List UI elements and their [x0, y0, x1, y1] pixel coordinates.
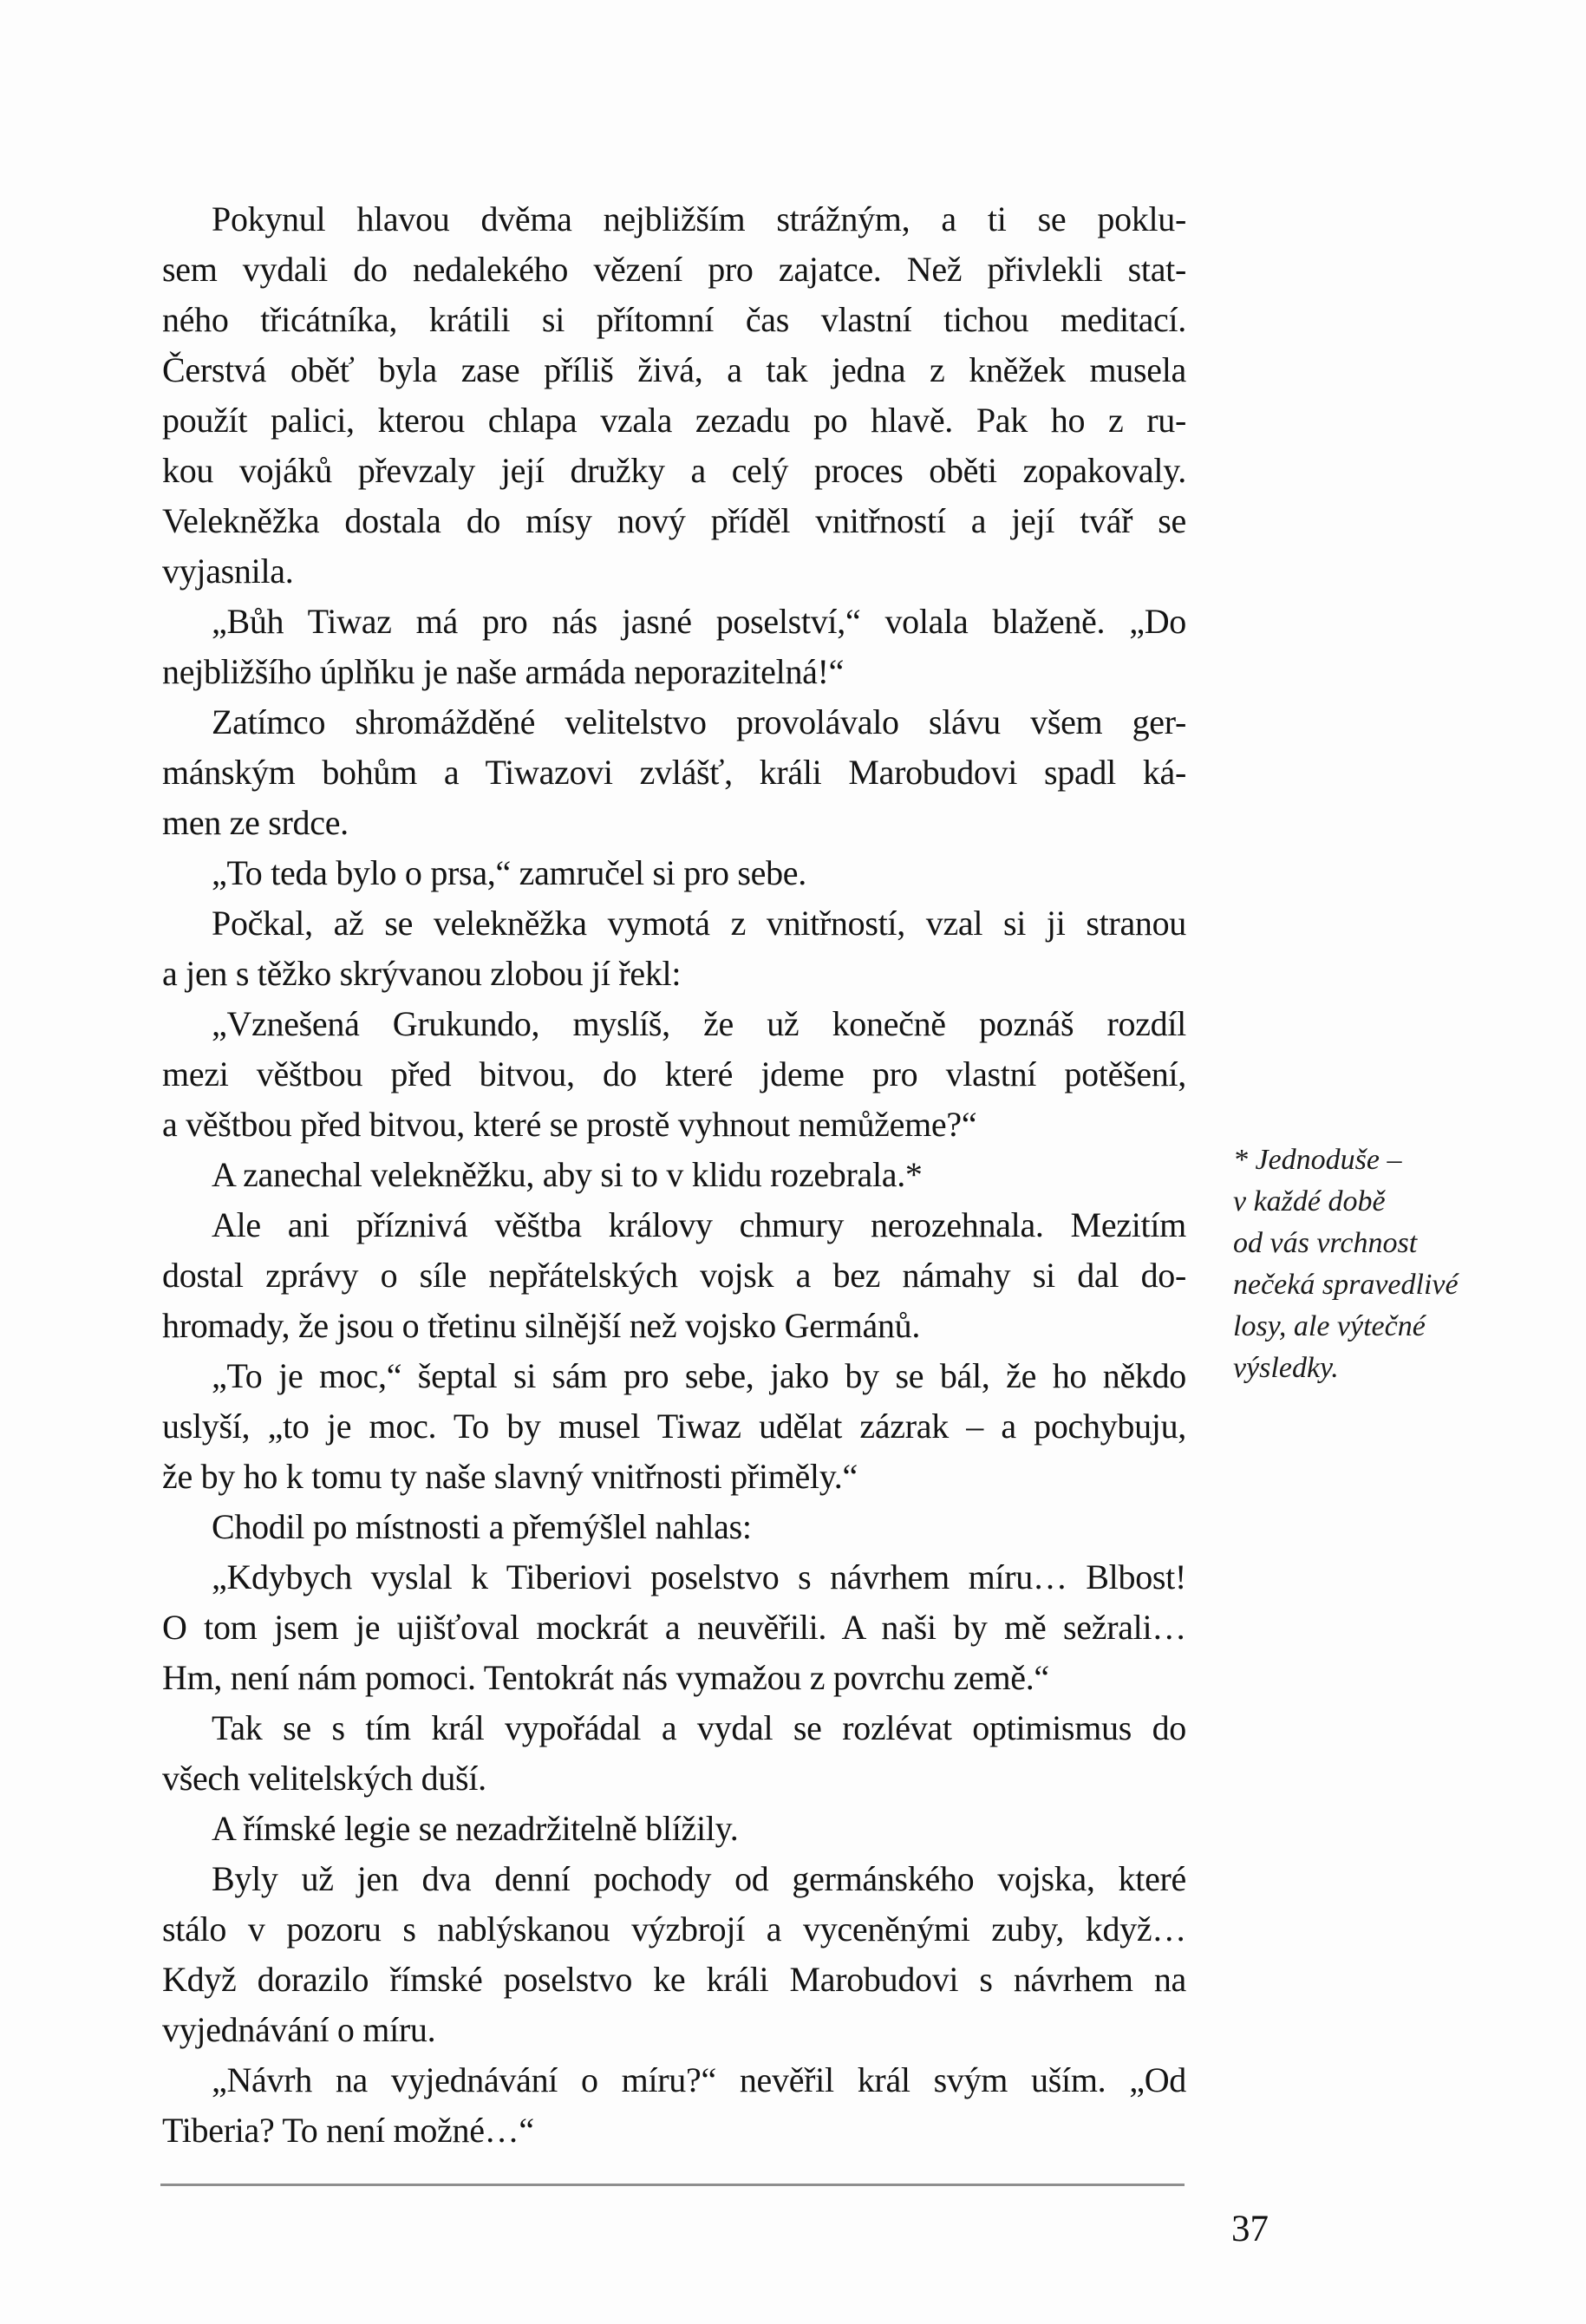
text-line: vyjednávání o míru.	[162, 2010, 436, 2049]
text-line: Byly už jen dva denní pochody od germánského vojska, které	[212, 1859, 1186, 1898]
paragraph	[162, 1854, 1186, 2055]
page-number: 37	[1231, 2209, 1269, 2249]
paragraph	[162, 1552, 1186, 1703]
text-line: Tiberia? To není možné…“	[162, 2111, 534, 2150]
paragraph	[162, 2055, 1186, 2156]
text-line: A římské legie se nezadržitelně blížily.	[212, 1809, 739, 1848]
footer-rule	[160, 2184, 1185, 2186]
text-line: nejbližšího úplňku je naše armáda neporazitelná!“	[162, 652, 845, 691]
text-line: men ze srdce.	[162, 803, 349, 842]
text-line: že by ho k tomu ty naše slavný vnitřnosti přiměly.“	[162, 1457, 858, 1496]
text-line: A zanechal velekněžku, aby si to v klidu rozebrala.*	[212, 1155, 923, 1194]
text-line: „Vznešená Grukundo, myslíš, že už konečně poznáš rozdíl	[212, 1004, 1186, 1043]
text-line: Čerstvá oběť byla zase příliš živá, a tak jedna z kněžek musela	[162, 350, 1186, 389]
text-line: a jen s těžko skrývanou zlobou jí řekl:	[162, 954, 682, 993]
paragraph	[162, 1150, 1186, 1200]
text-line: mánským bohům a Tiwazovi zvlášť, králi Marobudovi spadl ká-	[162, 753, 1186, 792]
text-line: Zatímco shromážděné velitelstvo provolávalo slávu všem ger-	[212, 702, 1186, 741]
text-line: „To je moc,“ šeptal si sám pro sebe, jako by se bál, že ho někdo	[212, 1356, 1186, 1395]
paragraph	[162, 999, 1186, 1150]
paragraph	[162, 1804, 1186, 1854]
text-line: „To teda bylo o prsa,“ zamručel si pro sebe.	[212, 853, 806, 892]
text-line: hromady, že jsou o třetinu silnější než vojsko Germánů.	[162, 1306, 921, 1345]
text-line: a věštbou před bitvou, které se prostě vyhnout nemůžeme?“	[162, 1105, 977, 1144]
paragraph	[162, 697, 1186, 848]
margin-note-line: nečeká spravedlivé	[1233, 1269, 1459, 1301]
text-line: dostal zprávy o síle nepřátelských vojsk a bez námahy si dal do-	[162, 1256, 1186, 1295]
text-line: sem vydali do nedalekého vězení pro zajatce. Než přivlekli stat-	[162, 250, 1186, 289]
margin-note-line: výsledky.	[1233, 1352, 1339, 1384]
text-line: O tom jsem je ujišťoval mockrát a neuvěřili. A naši by mě sežrali…	[162, 1608, 1186, 1647]
paragraph	[162, 1200, 1186, 1351]
text-line: Počkal, až se velekněžka vymotá z vnitřností, vzal si ji stranou	[212, 904, 1186, 943]
text-line: Chodil po místnosti a přemýšlel nahlas:	[212, 1507, 752, 1546]
text-line: „Návrh na vyjednávání o míru?“ nevěřil král svým uším. „Od	[212, 2060, 1186, 2099]
margin-note-line: v každé době	[1233, 1185, 1386, 1217]
margin-note-line: losy, ale výtečné	[1233, 1310, 1426, 1342]
text-line: „Kdybych vyslal k Tiberiovi poselstvo s návrhem míru… Blbost!	[212, 1557, 1186, 1596]
text-line: Velekněžka dostala do mísy nový příděl vnitřností a její tvář se	[162, 501, 1186, 540]
paragraph	[162, 597, 1186, 697]
paragraph	[162, 848, 1186, 898]
text-line: vyjasnila.	[162, 552, 294, 591]
text-line: „Bůh Tiwaz má pro nás jasné poselství,“ volala blaženě. „Do	[212, 602, 1186, 641]
text-line: uslyší, „to je moc. To by musel Tiwaz udělat zázrak – a pochybuju,	[162, 1407, 1186, 1446]
paragraph	[162, 1502, 1186, 1552]
paragraph	[162, 1703, 1186, 1804]
text-line: všech velitelských duší.	[162, 1759, 486, 1798]
text-line: kou vojáků převzaly její družky a celý proces oběti zopakovaly.	[162, 451, 1186, 490]
text-line: Hm, není nám pomoci. Tentokrát nás vymažou z povrchu země.“	[162, 1658, 1049, 1697]
paragraph	[162, 898, 1186, 999]
text-line: Pokynul hlavou dvěma nejbližším strážným, a ti se poklu-	[212, 199, 1186, 238]
margin-note	[1233, 1139, 1493, 1389]
text-line: ného třicátníka, krátili si přítomní čas vlastní tichou meditací.	[162, 300, 1186, 339]
paragraph	[162, 194, 1186, 597]
text-line: Tak se s tím král vypořádal a vydal se rozlévat optimismus do	[212, 1708, 1186, 1747]
text-line: stálo v pozoru s nablýskanou výzbrojí a vyceněnými zuby, když…	[162, 1909, 1186, 1949]
body-text-column	[162, 194, 1186, 2156]
text-line: Když dorazilo římské poselstvo ke králi Marobudovi s návrhem na	[162, 1960, 1186, 1999]
text-line: mezi věštbou před bitvou, do které jdeme pro vlastní potěšení,	[162, 1054, 1186, 1093]
margin-note-line: * Jednoduše –	[1233, 1144, 1402, 1176]
text-line: Ale ani příznivá věštba královy chmury nerozehnala. Mezitím	[212, 1205, 1186, 1244]
margin-note-line: od vás vrchnost	[1233, 1227, 1418, 1259]
text-line: použít palici, kterou chlapa vzala zezadu po hlavě. Pak ho z ru-	[162, 401, 1186, 440]
paragraph	[162, 1351, 1186, 1502]
